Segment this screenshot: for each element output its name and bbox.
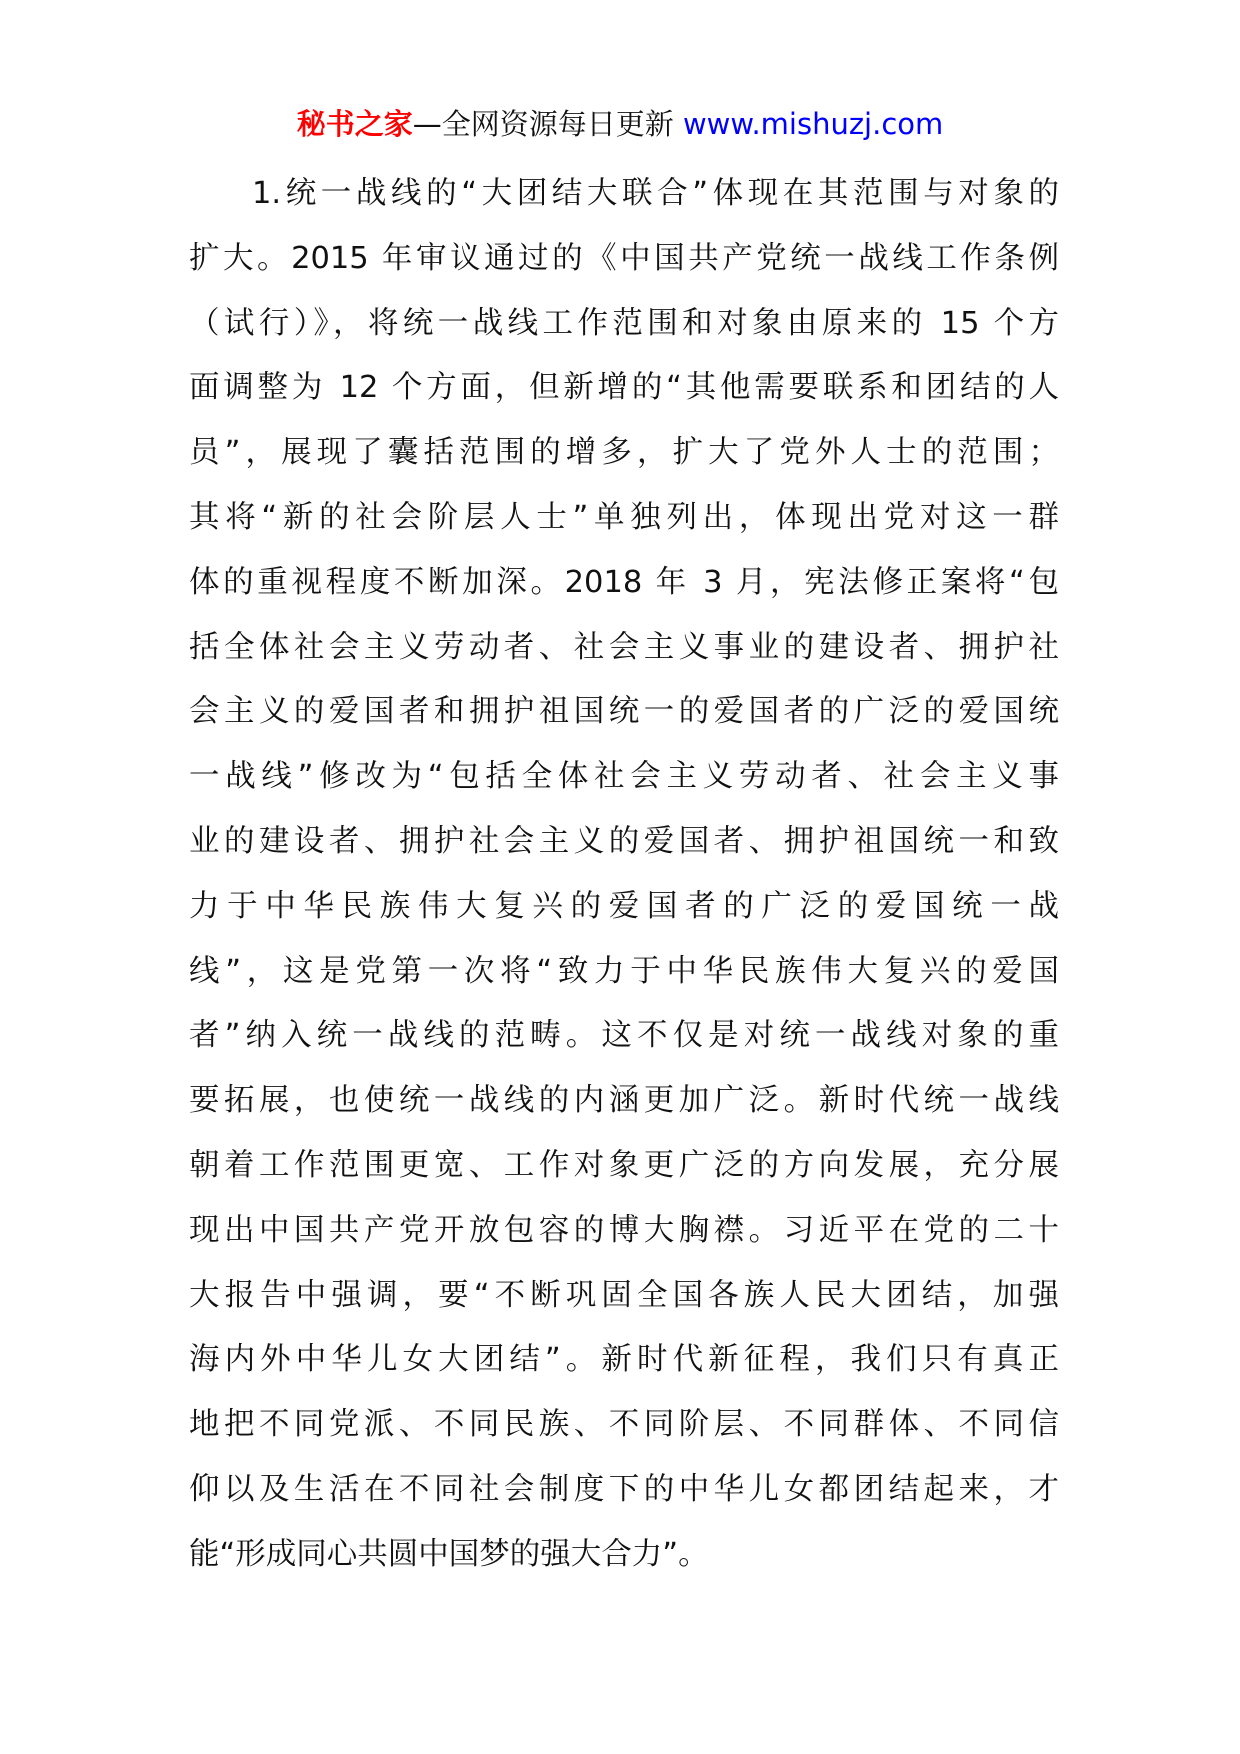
paragraph-line: 会主义的爱国者和拥护祖国统一的爱国者的广泛的爱国统: [189, 694, 1059, 730]
paragraph-line: 力于中华民族伟大复兴的爱国者的广泛的爱国统一战: [189, 888, 1059, 924]
paragraph-line: （试行）》，将统一战线工作范围和对象由原来的 15 个方: [189, 305, 1059, 341]
paragraph-line: 业的建设者、拥护社会主义的爱国者、拥护祖国统一和致: [189, 823, 1059, 859]
paragraph-line: 能“形成同心共圆中国梦的强大合力”。: [189, 1536, 709, 1572]
paragraph-line: 线”，这是党第一次将“致力于中华民族伟大复兴的爱国: [189, 953, 1059, 989]
paragraph-line: 括全体社会主义劳动者、社会主义事业的建设者、拥护社: [189, 629, 1059, 665]
paragraph-line: 者”纳入统一战线的范畴。这不仅是对统一战线对象的重: [189, 1018, 1059, 1054]
paragraph-line: 要拓展，也使统一战线的内涵更加广泛。新时代统一战线: [189, 1083, 1059, 1119]
paragraph-line: 现出中国共产党开放包容的博大胸襟。习近平在党的二十: [189, 1212, 1059, 1248]
site-tagline: —全网资源每日更新: [412, 107, 683, 141]
site-brand: 秘书之家: [296, 107, 413, 141]
paragraph-line: 朝着工作范围更宽、工作对象更广泛的方向发展，充分展: [189, 1147, 1059, 1183]
paragraph-line: 员”，展现了囊括范围的增多，扩大了党外人士的范围；: [189, 435, 1059, 471]
paragraph-line: 大报告中强调，要“不断巩固全国各族人民大团结，加强: [189, 1277, 1059, 1313]
body-paragraph: [189, 162, 1059, 1588]
paragraph-line: 一战线”修改为“包括全体社会主义劳动者、社会主义事: [189, 759, 1059, 795]
paragraph-line: 1.统一战线的“大团结大联合”体现在其范围与对象的: [252, 176, 1059, 211]
paragraph-line: 地把不同党派、不同民族、不同阶层、不同群体、不同信: [189, 1407, 1059, 1443]
paragraph-line: 其将“新的社会阶层人士”单独列出，体现出党对这一群: [189, 499, 1059, 535]
paragraph-line: 扩大。2015 年审议通过的《中国共产党统一战线工作条例: [189, 240, 1059, 276]
site-url-link[interactable]: www.mishuzj.com: [682, 107, 944, 141]
site-header: [0, 100, 1240, 148]
paragraph-line: 面调整为 12 个方面，但新增的“其他需要联系和团结的人: [189, 370, 1059, 406]
paragraph-line: 体的重视程度不断加深。2018 年 3 月，宪法修正案将“包: [189, 564, 1059, 600]
paragraph-line: 海内外中华儿女大团结”。新时代新征程，我们只有真正: [189, 1342, 1059, 1378]
paragraph-line: 仰以及生活在不同社会制度下的中华儿女都团结起来，才: [189, 1471, 1059, 1507]
